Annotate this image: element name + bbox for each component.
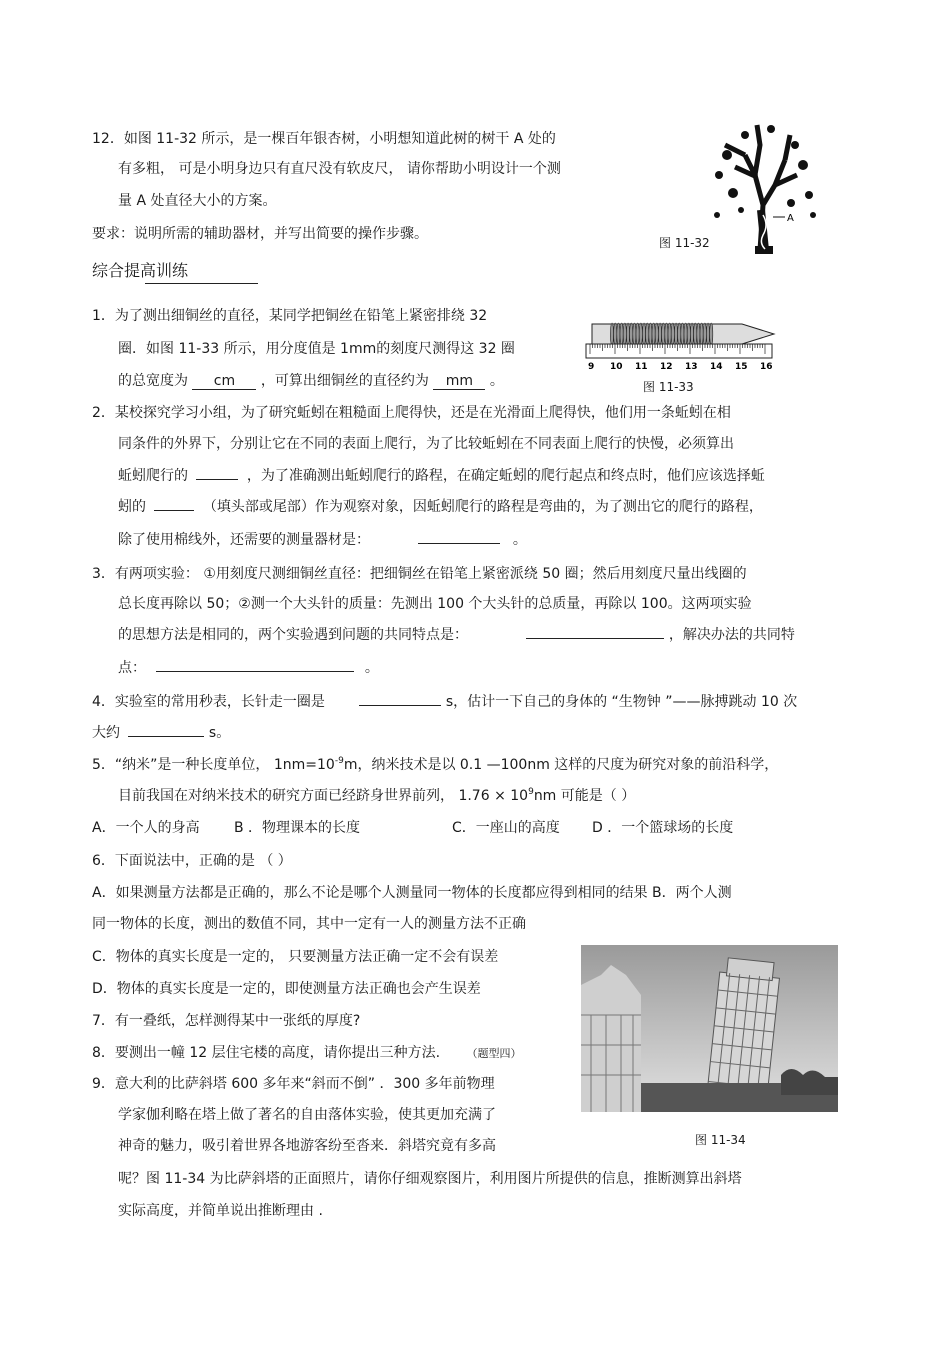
section-title-underline (145, 283, 258, 284)
coil-winding (662, 323, 665, 345)
coil-winding (706, 323, 709, 345)
q6-option-c[interactable]: C．物体的真实长度是一定的， 只要测量方法正确一定不会有误差 (92, 949, 499, 965)
fig-11-33-caption: 图 11-33 (643, 380, 694, 394)
q1-blank-mm[interactable]: mm (433, 373, 485, 390)
coil-winding (655, 323, 658, 345)
coil-winding (678, 323, 681, 345)
q3-line-1: 3．有两项实验： ①用刻度尺测细铜丝直径：把细铜丝在铅笔上紧密派绕 50 圈；然后用刻度尺量出线圈的 (92, 566, 747, 582)
q2-line-5: 除了使用棉线外，还需要的测量器材是： 。 (118, 532, 527, 548)
coil-winding (687, 323, 690, 345)
coil-winding (671, 323, 674, 345)
coil-winding (623, 323, 626, 345)
q7-text: 7．有一叠纸，怎样测得某中一张纸的厚度? (92, 1013, 361, 1029)
q5-option-c[interactable]: C．一座山的高度 (452, 820, 560, 836)
coil-winding (639, 323, 642, 345)
coil-winding (694, 323, 697, 345)
ruler-label: 15 (735, 362, 748, 372)
coil-winding (630, 323, 633, 345)
q3-line-3: 的思想方法是相同的，两个实验遇到问题的共同特点是： ，解决办法的共同特 (118, 627, 795, 643)
q12-requirement: 要求：说明所需的辅助器材，并写出简要的操作步骤。 (92, 226, 428, 242)
q1-line-2: 圈．如图 11-33 所示，用分度值是 1mm的刻度尺测得这 32 圈 (118, 341, 515, 357)
ginkgo-tree-figure (705, 115, 825, 255)
q6-option-a-b[interactable]: A．如果测量方法都是正确的，那么不论是哪个人测量同一物体的长度都应得到相同的结果 B．两个人测 (92, 885, 732, 901)
q2-line-1: 2．某校探究学习小组，为了研究蚯蚓在粗糙面上爬得快，还是在光滑面上爬得快，他们用一条蚯蚓在相 (92, 405, 731, 421)
q6-option-d[interactable]: D．物体的真实长度是一定的，即使测量方法正确也会产生误差 (92, 981, 481, 997)
ruler-label: 14 (710, 362, 723, 372)
q2-blank-instrument[interactable] (418, 543, 500, 544)
coil-winding (703, 323, 706, 345)
q3-blank-feature[interactable] (526, 638, 664, 639)
q9-line-2: 学家伽利略在塔上做了著名的自由落体实验，使其更加充满了 (118, 1107, 496, 1123)
coil-winding (649, 323, 652, 345)
coil-winding (668, 323, 671, 345)
coil-winding (681, 323, 684, 345)
coil-winding (636, 323, 639, 345)
q3-line-2: 总长度再除以 50；②测一个大头针的质量：先测出 100 个大头针的总质量，再除以 100。这两项实验 (118, 596, 752, 612)
q5-option-a[interactable]: A．一个人的身高 (92, 820, 200, 836)
q8-text: 8．要测出一幢 12 层住宅楼的高度，请你提出三种方法. （题型四） (92, 1045, 522, 1061)
coil-winding (710, 323, 713, 345)
coil-winding (690, 323, 693, 345)
ruler-coil-figure (582, 314, 778, 374)
coil-winding (697, 323, 700, 345)
q9-line-5: 实际高度，并简单说出推断理由 . (118, 1203, 323, 1219)
q2-line-4: 蚓的 （填头部或尾部）作为观察对象，因蚯蚓爬行的路程是弯曲的，为了测出它的爬行的路程， (118, 499, 763, 515)
coil-winding (684, 323, 687, 345)
coil-winding (652, 323, 655, 345)
fig-11-32-caption: 图 11-32 (659, 236, 710, 250)
coil-winding (665, 323, 668, 345)
q1-line-1: 1．为了测出细铜丝的直径，某同学把铜丝在铅笔上紧密排绕 32 (92, 308, 488, 324)
q6-option-b-cont[interactable]: 同一物体的长度，测出的数值不同，其中一定有一人的测量方法不正确 (92, 916, 526, 932)
section-title: 综合提高训练 (92, 261, 189, 280)
ruler-label: 9 (588, 362, 595, 372)
q2-line-2: 同条件的外界下，分别让它在不同的表面上爬行，为了比较蚯蚓在不同表面上爬行的快慢，必须算出 (118, 436, 734, 452)
q2-blank-head-tail[interactable] (154, 510, 194, 511)
ruler-label: 16 (760, 362, 773, 372)
fig-11-34-caption: 图 11-34 (695, 1133, 746, 1147)
coil-winding (617, 323, 620, 345)
coil-winding (614, 323, 617, 345)
ruler-label: 10 (610, 362, 623, 372)
coil-winding (620, 323, 623, 345)
q3-blank-method[interactable] (156, 671, 354, 672)
q3-line-4: 点： 。 (118, 660, 379, 676)
coil-winding (658, 323, 661, 345)
tree-label-a: A (787, 213, 794, 224)
q8-type-tag: （题型四） (466, 1047, 522, 1060)
q12-line-3: 量 A 处直径大小的方案。 (118, 193, 277, 209)
coil-winding (700, 323, 703, 345)
q5-line-2: 目前我国在对纳米技术的研究方面已经跻身世界前列， $1.76 \times 10^9nm$ 可能是（ ） (118, 787, 636, 804)
q12-line-2: 有多粗， 可是小明身边只有直尺没有软皮尺， 请你帮助小明设计一个测 (118, 161, 561, 177)
q4-line-1: 4．实验室的常用秒表，长针走一圈是 s，估计一下自己的身体的 “生物钟 ”——脉搏跳动 10 次 (92, 694, 798, 710)
ruler-label: 13 (685, 362, 698, 372)
coil-winding (642, 323, 645, 345)
ruler-label: 11 (635, 362, 648, 372)
coil-winding (626, 323, 629, 345)
coil-winding (610, 323, 613, 345)
q9-line-1: 9．意大利的比萨斜塔 600 多年来“斜而不倒” ．300 多年前物理 (92, 1076, 495, 1092)
q5-line-1: 5．“纳米”是一种长度单位， $1nm=10^{-9}m$，纳米技术是以 0.1 —100nm 这样的尺度为研究对象的前沿科学， (92, 756, 779, 773)
coil-winding (646, 323, 649, 345)
q5-option-b[interactable]: B ．物理课本的长度 (234, 820, 361, 836)
coil-winding (674, 323, 677, 345)
q4-blank-pulse-time[interactable] (128, 736, 204, 737)
q1-line-3: 的总宽度为 cm ，可算出细铜丝的直径约为 mm 。 (118, 373, 504, 389)
q2-line-3: 蚯蚓爬行的 ，为了准确测出蚯蚓爬行的路程，在确定蚯蚓的爬行起点和终点时，他们应该选择蚯 (118, 468, 765, 484)
q9-line-3: 神奇的魅力，吸引着世界各地游客纷至沓来．斜塔究竟有多高 (118, 1138, 496, 1154)
q4-blank-circle-time[interactable] (359, 705, 441, 706)
q5-option-d[interactable]: D ．一个篮球场的长度 (592, 820, 734, 836)
q12-line-1: 12．如图 11-32 所示，是一棵百年银杏树，小明想知道此树的树干 A 处的 (92, 131, 556, 147)
leaning-tower-photo (581, 945, 838, 1112)
q4-line-2: 大约 s。 (92, 725, 231, 741)
coil-winding (633, 323, 636, 345)
q2-blank-speed[interactable] (196, 479, 238, 480)
ruler-label: 12 (660, 362, 673, 372)
q1-blank-cm[interactable]: cm (192, 373, 256, 390)
q6-stem: 6．下面说法中，正确的是 （ ） (92, 853, 292, 869)
q9-line-4: 呢？图 11-34 为比萨斜塔的正面照片，请你仔细观察图片，利用图片所提供的信息，推断测算出斜塔 (118, 1171, 742, 1187)
